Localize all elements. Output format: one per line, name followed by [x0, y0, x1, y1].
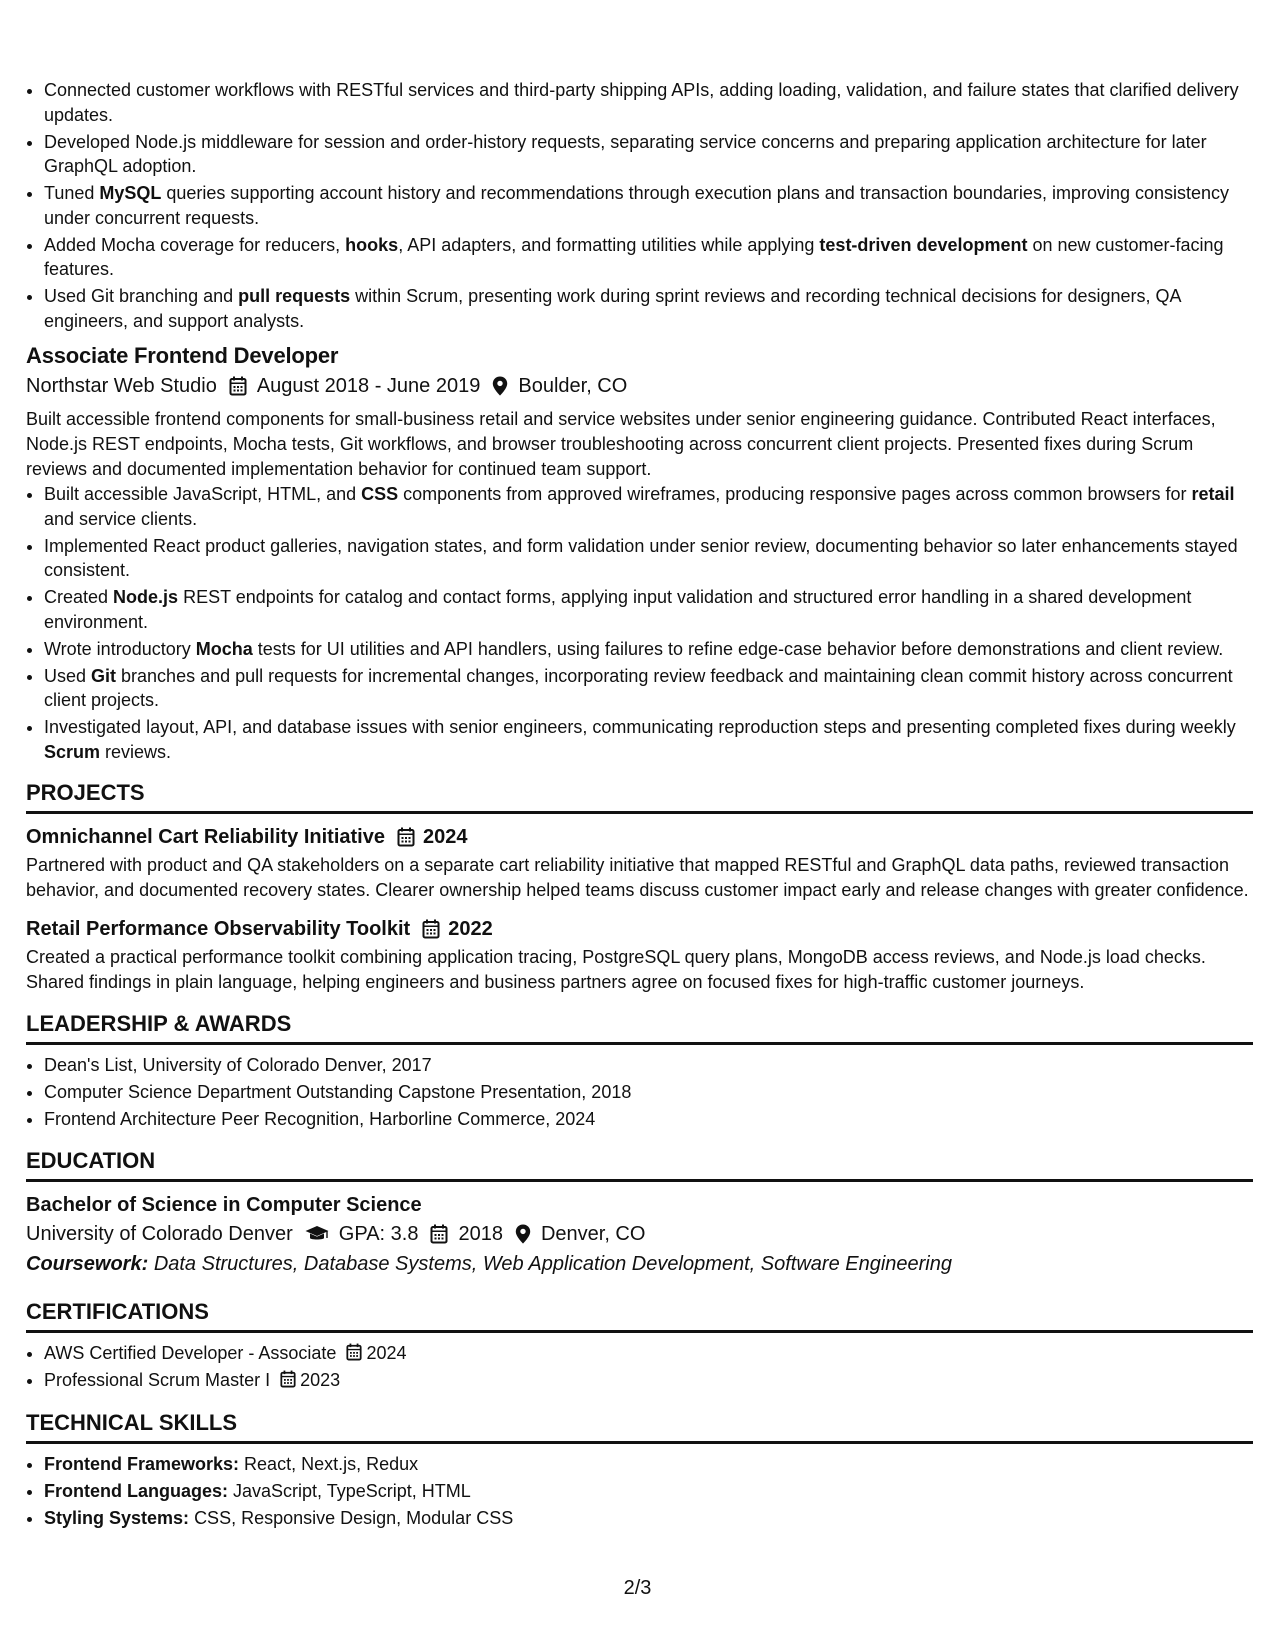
- skill-label: Styling Systems:: [44, 1508, 190, 1528]
- skills-list: [26, 1452, 1253, 1531]
- job-meta: [26, 371, 1253, 401]
- bold-keyword: hooks: [345, 234, 399, 255]
- bullet-text: branches and pull requests for incremental changes, incorporating review feedback and maintaining clean commit history across concurrent client projects.: [44, 665, 1233, 710]
- list-item: [44, 181, 1253, 230]
- calendar-icon: [397, 827, 415, 847]
- bullet-text: Investigated layout, API, and database issues with senior engineers, communicating reproduction steps and presenting completed fixes during weekly: [44, 717, 1236, 737]
- education-heading: EDUCATION: [26, 1146, 1253, 1182]
- skill-label: Frontend Frameworks:: [44, 1454, 240, 1474]
- project-title: Omnichannel Cart Reliability Initiative: [26, 826, 385, 848]
- project-title: Retail Performance Observability Toolkit: [26, 918, 411, 940]
- bold-keyword: CSS: [361, 484, 399, 504]
- bullet-text: Created: [44, 587, 114, 607]
- project-item-2: [26, 915, 1253, 995]
- skill-value: CSS, Responsive Design, Modular CSS: [194, 1508, 514, 1528]
- list-item: [44, 482, 1253, 531]
- certifications-list: [26, 1341, 1253, 1393]
- bullet-text: Wrote introductory: [44, 638, 196, 659]
- bullet-text: REST endpoints for catalog and contact forms, applying input validation and structured error handling in a shared development environment.: [44, 587, 1192, 632]
- list-item: [44, 1479, 1253, 1504]
- job-company: Northstar Web Studio: [26, 375, 217, 397]
- bullet-text: Connected customer workflows with RESTful services and third-party shipping APIs, adding loading, validation, and failure states that clarified delivery updates.: [44, 80, 1239, 125]
- cert-name: AWS Certified Developer - Associate: [44, 1342, 337, 1363]
- project-item-1: [26, 823, 1253, 903]
- job-dates: August 2018 - June 2019: [256, 375, 481, 397]
- bold-keyword: retail: [1191, 484, 1235, 504]
- bold-keyword: test-driven development: [819, 234, 1028, 255]
- job-summary: Built accessible frontend components for small-business retail and service websites under senior engineering guidance. Contributed React interfaces, Node.js REST endpoints, Mocha tests, Git workflows, and browser troubleshooting across concurrent client projects. Presented fixes during Scrum reviews and documented implementation behavior for continued team support.: [26, 409, 1216, 479]
- job-bullets: [26, 482, 1253, 764]
- skill-label: Frontend Languages:: [44, 1481, 228, 1501]
- bullet-text: on new customer-facing features.: [44, 234, 1224, 279]
- gpa: GPA: 3.8: [338, 1222, 419, 1245]
- map-pin-icon: [515, 1224, 531, 1244]
- bullet-text: , API adapters, and formatting utilities while applying: [398, 234, 820, 255]
- map-pin-icon: [492, 376, 508, 396]
- bullet-text: Built accessible JavaScript, HTML, and: [44, 484, 362, 504]
- bold-keyword: MySQL: [99, 183, 162, 203]
- list-item: [44, 637, 1253, 662]
- list-item: [44, 78, 1253, 127]
- bold-keyword: pull requests: [238, 286, 351, 306]
- bullet-text: queries supporting account history and recommendations through execution plans and transaction boundaries, improving consistency under concurrent requests.: [44, 183, 1230, 228]
- bullet-text: Used Git branching and: [44, 286, 239, 306]
- projects-heading: PROJECTS: [26, 778, 1253, 814]
- calendar-icon: [430, 1224, 448, 1244]
- coursework-list: Data Structures, Database Systems, Web Application Development, Software Engineering: [153, 1252, 952, 1275]
- resume-page: [26, 78, 1253, 1533]
- skills-heading: TECHNICAL SKILLS: [26, 1408, 1253, 1444]
- bullet-text: components from approved wireframes, producing responsive pages across common browsers for: [398, 484, 1192, 504]
- graduation-cap-icon: [305, 1225, 329, 1243]
- skill-value: React, Next.js, Redux: [244, 1454, 419, 1474]
- project-year: 2022: [448, 918, 493, 940]
- graduation-year: 2018: [458, 1222, 503, 1245]
- calendar-icon: [422, 919, 440, 939]
- calendar-icon: [346, 1343, 362, 1361]
- cert-name: Professional Scrum Master I: [44, 1369, 271, 1390]
- bullet-text: and service clients.: [44, 508, 198, 529]
- list-item: • Frontend Architecture Peer Recognition, Harborline Commerce, 2024: [44, 1107, 1253, 1132]
- bullet-text: within Scrum, presenting work during sprint reviews and recording technical decisions for designers, QA engineers, and support analysts.: [44, 286, 1181, 331]
- bullet-text: Added Mocha coverage for reducers,: [44, 234, 346, 255]
- list-item: [44, 1452, 1253, 1477]
- coursework-label: Coursework:: [26, 1252, 149, 1275]
- cert-year: 2023: [300, 1369, 341, 1390]
- leadership-list: [26, 1053, 1253, 1132]
- prev-job-bullets: [26, 78, 1253, 333]
- list-item: [44, 233, 1253, 282]
- school-location: Denver, CO: [540, 1222, 646, 1245]
- project-description: Created a practical performance toolkit combining application tracing, PostgreSQL query plans, MongoDB access reviews, and Node.js load checks. Shared findings in plain language, helping engineers and business partners agree on focused fixes for high-traffic customer journeys.: [26, 947, 1206, 992]
- bullet-text: Used: [44, 665, 92, 686]
- leadership-heading: LEADERSHIP & AWARDS: [26, 1009, 1253, 1045]
- degree-title: [26, 1191, 1253, 1219]
- list-item: [44, 130, 1253, 179]
- list-item: [44, 284, 1253, 333]
- calendar-icon: [280, 1370, 296, 1388]
- calendar-icon: [229, 376, 247, 396]
- bullet-text: tests for UI utilities and API handlers, using failures to refine edge-case behavior before demonstrations and client review.: [252, 638, 1224, 659]
- bullet-text: Developed Node.js middleware for session and order-history requests, separating service concerns and preparing application architecture for later GraphQL adoption.: [44, 131, 1207, 176]
- list-item: [44, 534, 1253, 583]
- bold-keyword: Scrum: [44, 741, 101, 762]
- page-number: 2/3: [623, 1577, 652, 1599]
- skill-value: JavaScript, TypeScript, HTML: [233, 1481, 471, 1501]
- bold-keyword: Node.js: [113, 587, 179, 607]
- project-year: 2024: [422, 826, 468, 848]
- list-item: [44, 585, 1253, 634]
- list-item: • Computer Science Department Outstanding Capstone Presentation, 2018: [44, 1080, 1253, 1105]
- bullet-text: reviews.: [100, 741, 172, 762]
- cert-year: 2024: [366, 1342, 407, 1363]
- job-title: Associate Frontend Developer: [26, 343, 339, 368]
- list-item: [44, 1341, 1253, 1366]
- education-meta: [26, 1219, 1253, 1249]
- job-location: Boulder, CO: [518, 375, 628, 397]
- list-item: [44, 664, 1253, 713]
- list-item: [44, 1506, 1253, 1531]
- list-item: [44, 1368, 1253, 1393]
- bold-keyword: Git: [91, 665, 117, 686]
- list-item: [44, 715, 1253, 764]
- bullet-text: Implemented React product galleries, navigation states, and form validation under senior review, documenting behavior so later enhancements stayed consistent.: [44, 535, 1238, 580]
- coursework: [26, 1249, 1253, 1279]
- project-description: Partnered with product and QA stakeholders on a separate cart reliability initiative that mapped RESTful and GraphQL data paths, reviewed transaction behavior, and documented recovery states. Clearer ownership helped teams discuss customer impact early and release changes with greater confidence.: [26, 855, 1249, 900]
- bold-keyword: Mocha: [195, 638, 253, 659]
- list-item: • Dean's List, University of Colorado Denver, 2017: [44, 1053, 1253, 1078]
- school-name: University of Colorado Denver: [26, 1222, 293, 1245]
- degree-name: Bachelor of Science in Computer Science: [26, 1193, 422, 1216]
- certifications-heading: CERTIFICATIONS: [26, 1297, 1253, 1333]
- bullet-text: Tuned: [44, 183, 100, 203]
